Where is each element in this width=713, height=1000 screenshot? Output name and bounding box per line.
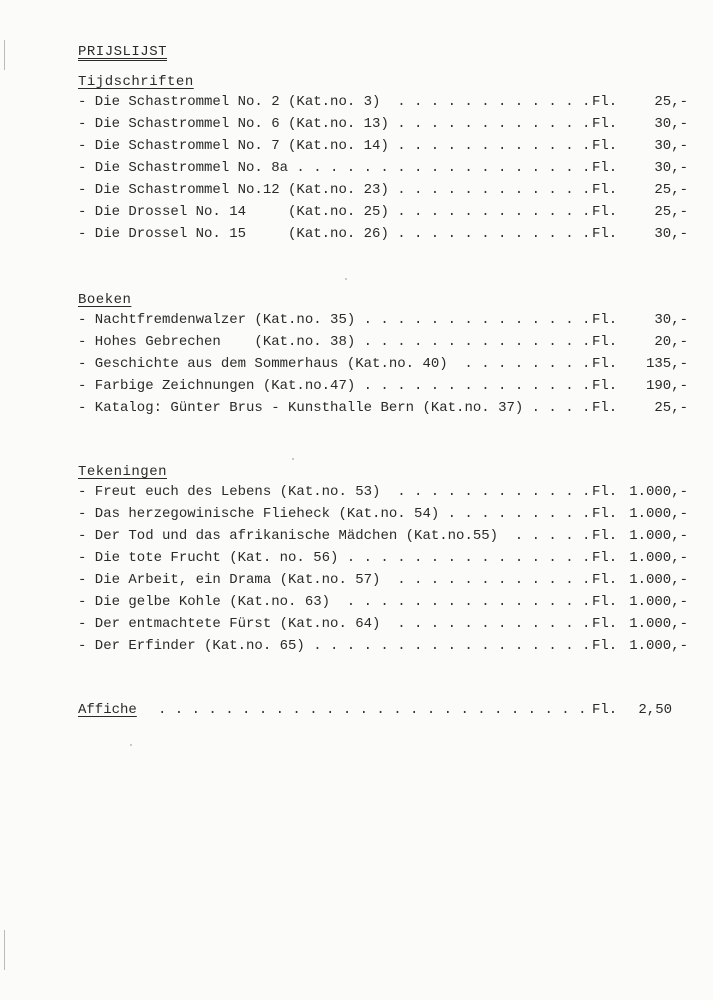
paper-speck <box>345 278 347 280</box>
affiche-label: Affiche <box>78 702 137 718</box>
currency-label: Fl. <box>592 572 618 588</box>
dot-leader: . . . . . . . . . . . . . . . . . . . . . . . . . . <box>158 702 587 718</box>
currency-label: Fl. <box>592 484 618 500</box>
item-label: - Die gelbe Kohle (Kat.no. 63) <box>78 594 331 610</box>
dot-leader: . . . . . . . . . . . . . . <box>363 378 591 394</box>
price-amount: 1.000,- <box>629 594 688 610</box>
item-label: - Die Schastrommel No. 7 (Kat.no. 14) <box>78 138 389 154</box>
currency-label: Fl. <box>592 334 618 350</box>
paper-speck <box>130 744 132 746</box>
dot-leader: . . . . . . . . . . . . <box>397 226 591 242</box>
price-row <box>78 378 688 398</box>
price-row <box>78 356 688 376</box>
price-row <box>78 226 688 246</box>
price-amount: 1.000,- <box>629 528 688 544</box>
affiche-row <box>78 702 672 722</box>
price-amount: 1.000,- <box>629 572 688 588</box>
item-label: - Der entmachtete Fürst (Kat.no. 64) <box>78 616 381 632</box>
dot-leader: . . . . . . . . . . . . <box>397 116 591 132</box>
dot-leader: . . . . . . . . . . . . . . <box>363 334 591 350</box>
dot-leader: . . . . . . . . . . . . . . . <box>346 594 591 610</box>
currency-label: Fl. <box>592 638 618 654</box>
price-amount: 1.000,- <box>629 506 688 522</box>
price-amount: 25,- <box>654 94 688 110</box>
price-amount: 2,50 <box>638 702 672 718</box>
currency-label: Fl. <box>592 312 618 328</box>
currency-label: Fl. <box>592 378 618 394</box>
currency-label: Fl. <box>592 160 618 176</box>
item-label: - Nachtfremdenwalzer (Kat.no. 35) <box>78 312 356 328</box>
page-edge-mark <box>4 930 5 970</box>
price-amount: 1.000,- <box>629 484 688 500</box>
price-row <box>78 94 688 114</box>
price-row <box>78 312 688 332</box>
price-amount: 30,- <box>654 312 688 328</box>
dot-leader: . . . . . . . . . . . . <box>397 616 591 632</box>
item-label: - Die Schastrommel No. 2 (Kat.no. 3) <box>78 94 381 110</box>
dot-leader: . . . . . . . . . . . . <box>397 572 591 588</box>
price-amount: 1.000,- <box>629 616 688 632</box>
item-label: - Die Schastrommel No. 8a <box>78 160 289 176</box>
price-amount: 30,- <box>654 160 688 176</box>
price-amount: 1.000,- <box>629 550 688 566</box>
dot-leader: . . . . . . . . . . . . <box>397 484 591 500</box>
price-row <box>78 400 688 420</box>
price-row <box>78 204 688 224</box>
dot-leader: . . . . . <box>514 528 591 544</box>
price-amount: 30,- <box>654 116 688 132</box>
price-row <box>78 484 688 504</box>
currency-label: Fl. <box>592 594 618 610</box>
item-label: - Geschichte aus dem Sommerhaus (Kat.no. 40) <box>78 356 448 372</box>
currency-label: Fl. <box>592 94 618 110</box>
dot-leader: . . . . <box>531 400 591 416</box>
section-heading: Tekeningen <box>78 464 168 480</box>
dot-leader: . . . . . . . . . . . . . . <box>363 312 591 328</box>
dot-leader: . . . . . . . . . . . . . . . . . <box>313 638 591 654</box>
item-label: - Die Arbeit, ein Drama (Kat.no. 57) <box>78 572 381 588</box>
paper-speck <box>292 458 294 460</box>
currency-label: Fl. <box>592 226 618 242</box>
dot-leader: . . . . . . . . . . . . <box>397 138 591 154</box>
price-amount: 30,- <box>654 138 688 154</box>
price-row <box>78 182 688 202</box>
price-row <box>78 616 688 636</box>
price-row <box>78 594 688 614</box>
price-row <box>78 572 688 592</box>
item-label: - Der Erfinder (Kat.no. 65) <box>78 638 305 654</box>
dot-leader: . . . . . . . . . . . . <box>397 94 591 110</box>
price-amount: 135,- <box>645 356 688 372</box>
price-row <box>78 528 688 548</box>
price-row <box>78 138 688 158</box>
price-amount: 25,- <box>654 400 688 416</box>
price-amount: 20,- <box>654 334 688 350</box>
price-row <box>78 638 688 658</box>
item-label: - Farbige Zeichnungen (Kat.no.47) <box>78 378 356 394</box>
price-amount: 1.000,- <box>629 638 688 654</box>
dot-leader: . . . . . . . . . <box>447 506 591 522</box>
currency-label: Fl. <box>592 116 618 132</box>
price-row <box>78 116 688 136</box>
item-label: - Die Schastrommel No.12 (Kat.no. 23) <box>78 182 389 198</box>
currency-label: Fl. <box>592 702 618 718</box>
dot-leader: . . . . . . . . . . . . . . . . . . <box>296 160 591 176</box>
page-title: PRIJSLIJST <box>78 44 168 60</box>
price-amount: 25,- <box>654 204 688 220</box>
currency-label: Fl. <box>592 400 618 416</box>
item-label: - Katalog: Günter Brus - Kunsthalle Bern (Kat.no. 37) <box>78 400 524 416</box>
price-row <box>78 160 688 180</box>
price-amount: 190,- <box>645 378 688 394</box>
price-amount: 30,- <box>654 226 688 242</box>
currency-label: Fl. <box>592 138 618 154</box>
page-edge-mark <box>4 40 5 70</box>
item-label: - Der Tod und das afrikanische Mädchen (Kat.no.55) <box>78 528 499 544</box>
section-heading: Tijdschriften <box>78 74 194 90</box>
price-row <box>78 334 688 354</box>
currency-label: Fl. <box>592 506 618 522</box>
item-label: - Freut euch des Lebens (Kat.no. 53) <box>78 484 381 500</box>
currency-label: Fl. <box>592 356 618 372</box>
item-label: - Die tote Frucht (Kat. no. 56) <box>78 550 339 566</box>
dot-leader: . . . . . . . . . . . . <box>397 204 591 220</box>
currency-label: Fl. <box>592 550 618 566</box>
currency-label: Fl. <box>592 616 618 632</box>
price-amount: 25,- <box>654 182 688 198</box>
price-row <box>78 506 688 526</box>
currency-label: Fl. <box>592 204 618 220</box>
currency-label: Fl. <box>592 182 618 198</box>
item-label: - Das herzegowinische Flieheck (Kat.no. 54) <box>78 506 440 522</box>
item-label: - Hohes Gebrechen (Kat.no. 38) <box>78 334 356 350</box>
item-label: - Die Drossel No. 15 (Kat.no. 26) <box>78 226 389 242</box>
dot-leader: . . . . . . . . . . . . <box>397 182 591 198</box>
dot-leader: . . . . . . . . <box>464 356 591 372</box>
dot-leader: . . . . . . . . . . . . . . . <box>346 550 591 566</box>
currency-label: Fl. <box>592 528 618 544</box>
item-label: - Die Drossel No. 14 (Kat.no. 25) <box>78 204 389 220</box>
section-heading: Boeken <box>78 292 132 308</box>
item-label: - Die Schastrommel No. 6 (Kat.no. 13) <box>78 116 389 132</box>
price-row <box>78 550 688 570</box>
